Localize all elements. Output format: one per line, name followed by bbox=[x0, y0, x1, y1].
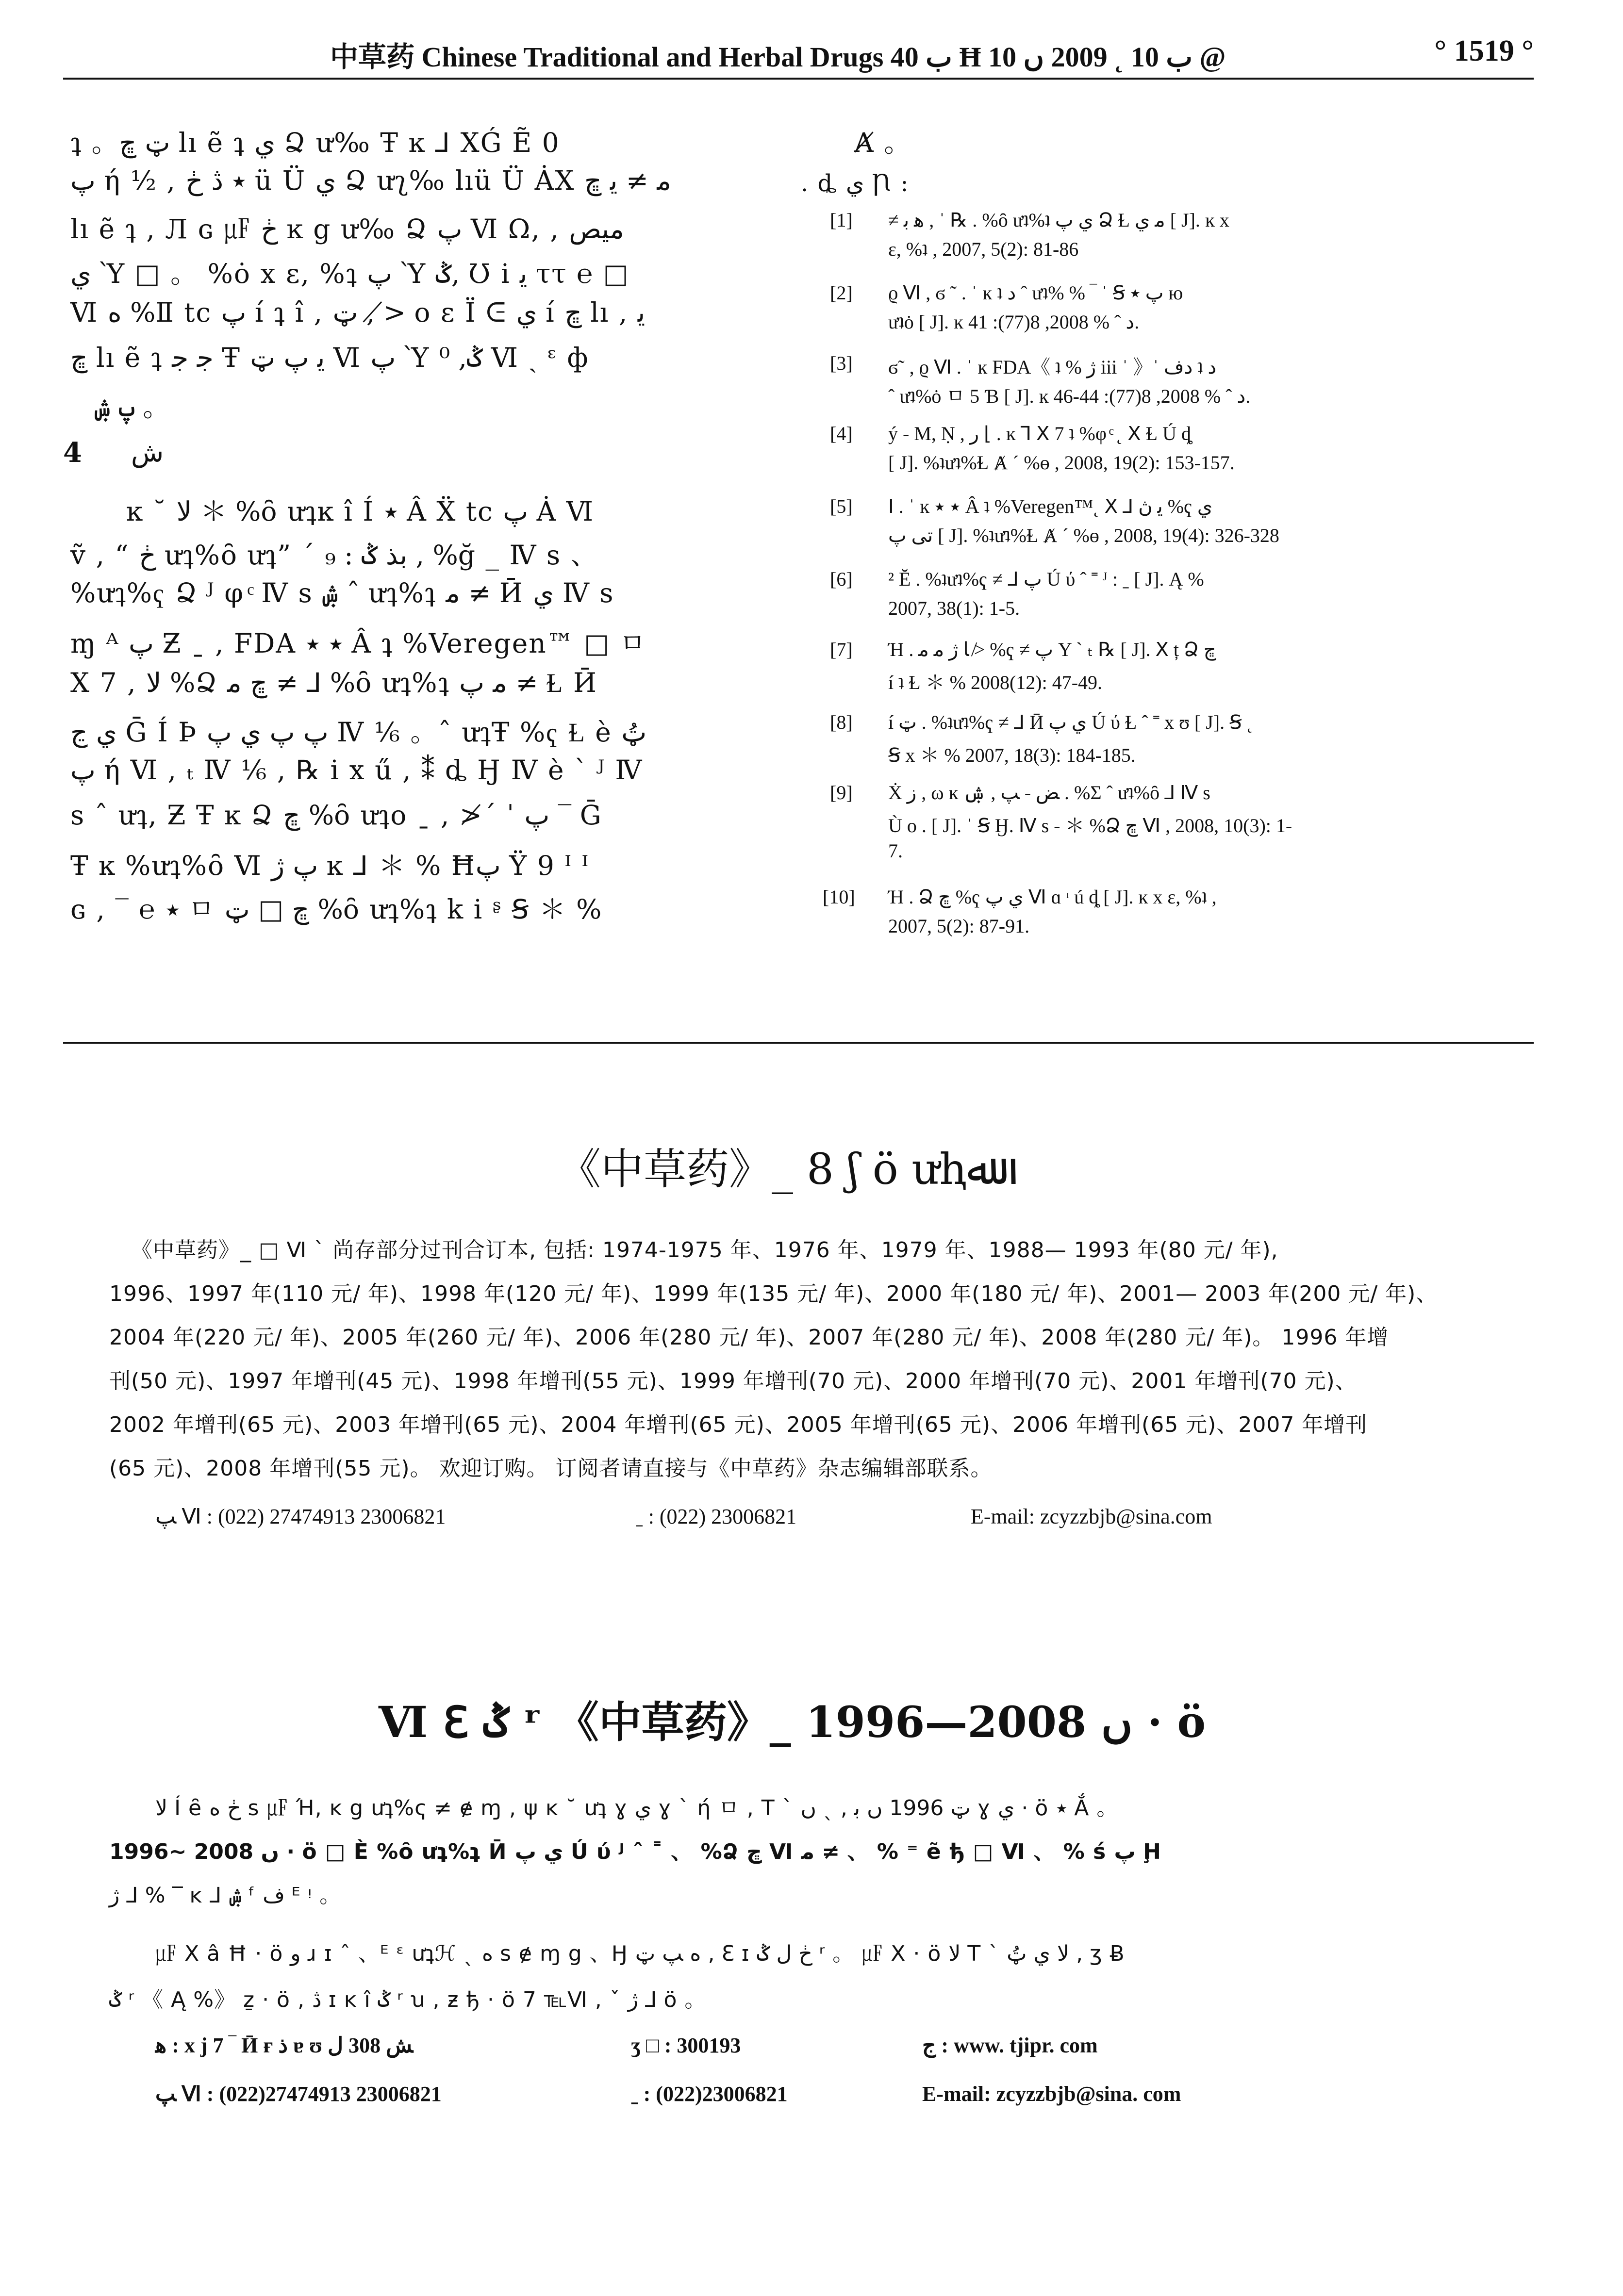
body-line: Ⅹ 7 , ﻻ %Ձ ڇ ﻣ ≠ ⅃ %ȏ ưʇ%ʇ ﻣ پ ≠ Ɫ Ӣ bbox=[70, 667, 597, 698]
body-line: ɢ , ‾ ℮ ٭ ㅁ ڇ □ ټ %ȏ ưʇ%ʇ k i ᶳ Ꞩ ＊ % bbox=[70, 894, 603, 925]
contact-website: ﺝ : www. tjipr. com bbox=[922, 2034, 1098, 2057]
contact-address: ﻫ : x j 7 ‾ Ӣ ғ ﺫ ɐ ʊ ﺶ 308 ﻝ bbox=[155, 2034, 414, 2057]
notice-title: Ⅵ ℇ ݣ ʳ 《中草药》_ 1996—2008 ں · ö bbox=[379, 1697, 1206, 1747]
contact-phone: ﭗ Ⅵ : (022)27474913 23006821 bbox=[155, 2082, 442, 2106]
body-line: ṽ , “ ڂ ưʇ%ȏ ưʇ” ˊ ﺑﺬ ݣ : ₉ , %ğ _ Ⅳ s 、 bbox=[70, 540, 598, 571]
left-column bbox=[0, 0, 801, 1019]
body-line: ي Ὺ □ 。 %ȯ x ɛ, %ʇ پ Ὺ ݣ, Ʊ i ﻳ ττ ℮ □ bbox=[70, 258, 629, 289]
body-line: ڇ lı ẽ ʇ ﺟ ﺟ Ŧ ﻳ پ ټ Ⅵ پ Ὺ ݣ, ⁰ Ⅵ ˎ ᵋ ф bbox=[70, 342, 589, 373]
body-line: s ˆ ưʇ, Ƶ Ŧ ĸ Ձ ڇ %ȏ ưʇo ˍ , ≯ˊ ˈ پ ‾ Ḡ bbox=[70, 800, 602, 831]
section-heading-glyph: ش bbox=[131, 437, 164, 468]
notice-paragraph-line: 刊(50 元)、1997 年增刊(45 元)、1998 年增刊(55 元)、1999 年增刊(70 元)、2000 年增刊(70 元)、2001 年增刊(70 元)、 bbox=[109, 1369, 1357, 1394]
body-line: Ⅵ ﻩ %Ⅱ tc پ í ʇ î , ټ , ≯ ο ε Ï ᕮ ي í ڇ lı , ﻳ bbox=[70, 297, 646, 328]
contact-phone: ﭗ Ⅵ : (022) 27474913 23006821 bbox=[155, 1505, 446, 1528]
notice-paragraph-line: 《中草药》_ □ Ⅵ ˋ 尚存部分过刊合订本, 包括: 1974-1975 年、1976 年、1979 年、1988— 1993 年(80 元/ 年), bbox=[131, 1238, 1278, 1263]
notice-paragraph-line: (65 元)、2008 年增刊(55 元)。 欢迎订购。 订阅者请直接与《中草药》杂志编辑部联系。 bbox=[109, 1456, 993, 1481]
notice-paragraph-line: 2002 年增刊(65 元)、2003 年增刊(65 元)、2004 年增刊(65 元)、2005 年增刊(65 元)、2006 年增刊(65 元)、2007 年增刊 bbox=[109, 1412, 1368, 1437]
body-line: ɱ ᴬ پ Ƶ ˍ , FDA ٭ ٭ Â ʇ %Veregen™ □ ㅁ bbox=[70, 628, 646, 659]
notice-paragraph-line: ژ ⅃ % ‾ ĸ ⅃ ۺ ᶠ ﻑ ᴱ ᵎ 。 bbox=[109, 1883, 342, 1908]
body-line: پ ή ½ , ٭ ڎ ڂ ü Ü ي Ձ ưʅ‰ lıü Ü ȦⅩ ﻣ ≠ ﻳ ڇ bbox=[70, 165, 671, 196]
contact-email: E-mail: zcyzzbjb@sina. com bbox=[922, 2082, 1181, 2106]
notice-paragraph-line: 1996~ 2008 ں · ö □ È %ȏ ưʇ%ʇ Ӣ ي پ Ú ύ ᴶ ˆ ˭ 、 %Ձ ڇ Ⅵ ﻣ ≠ 、 % ⁼ ẽ ђ □ Ⅵ 、 % ś پ Ḩ bbox=[109, 1839, 1161, 1864]
notice-paragraph-line: 1996、1997 年(110 元/ 年)、1998 年(120 元/ 年)、1999 年(135 元/ 年)、2000 年(180 元/ 年)、2001— 2003 年(200 元/ 年)、 bbox=[109, 1281, 1438, 1306]
body-line: %ưʇ%ҁ Ձ ᴶ φ ͨ Ⅳ s ۺ ˆ ưʇ%ʇ ﻣ ≠ Ӣ ي Ⅳ s bbox=[70, 577, 614, 608]
body-line: Ŧ ĸ %ưʇ%ȏ Ⅵ پ ژ ĸ ⅃ ＊ % Ħپ Ÿ 9 ᴵ ᴵ bbox=[70, 850, 590, 881]
notice-paragraph-line: ㎌ Ⅹ â Ħ · ö ﻭ ɹ ɪ ˆ 、ᴱ ᵋ ưʇℋ ˎ ﻩ s ɇ ɱ g 、Ӈ ﻩ ﭗ ټ , ℇ ɪ ڂ ﻝ ݣ ʳ 。 ㎌ Ⅹ · ö ﻻ T ˋ ﻻ ي ټُ , ʒ Ƀ bbox=[155, 1941, 1125, 1966]
body-line: ʇ 。ټ ڇ lı ẽ ʇ ي Ձ ư‰ Ŧ ĸ ⅃ ⅩǴ Ẽ 0 bbox=[70, 127, 560, 158]
body-line: پ ή Ⅵ , ₜ Ⅳ ⅙ , ℞ i x ű , ⁑ ȡ Ӈ Ⅳ è ˋ ᴶ Ⅳ bbox=[70, 754, 643, 786]
body-line: پ ۺ 。 bbox=[95, 392, 171, 423]
contact-postcode: ʒ □ : 300193 bbox=[631, 2034, 741, 2057]
journal-running-title: 中草药 Chinese Traditional and Herbal Drugs ب 40 Ħ ب 10 ˛ 2009 ں 10 @ bbox=[330, 41, 1226, 73]
notice-paragraph-line: 2004 年(220 元/ 年)、2005 年(260 元/ 年)、2006 年(280 元/ 年)、2007 年(280 元/ 年)、2008 年(280 元/ 年)。 1996 年增 bbox=[109, 1325, 1389, 1350]
body-line: ĸ ˘ ﻻ ＊ %ȏ ưʇĸ î Í ٭ Â Ẍ tc پ Ȧ Ⅵ bbox=[126, 496, 595, 527]
contact-fax: ˍ : (022)23006821 bbox=[631, 2082, 788, 2106]
notice-title: 《中草药》_ 8 ʃ ö ưⱨﷲ bbox=[558, 1144, 992, 1194]
notice-paragraph-line: ݣ ʳ 《 Ą %》 ẕ · ö , ڎ ɪ ĸ î ݣ ʳ ꭒ , ƶ ђ · ö 7 ℡Ⅵ , ˇ ژ ⅃ ö 。 bbox=[109, 1987, 707, 2012]
body-line: ي ڃ Ḡ Í Þ پ پ ي پ Ⅳ ⅙ 。ˆ ưʇŦ %ҁ Ɫ è ټُ bbox=[70, 717, 647, 748]
contact-email: E-mail: zcyzzbjb@sina.com bbox=[971, 1505, 1212, 1528]
references-heading: . ȡ ي Ꞃ : bbox=[801, 170, 910, 197]
section-number: 4 bbox=[63, 437, 82, 469]
section-divider bbox=[63, 1042, 1534, 1044]
body-line: lı ẽ ʇ , Л ɢ ㎌ ڂ ĸ g ư‰ Ձ پ Ⅵ Ω, , ﻣﯿﺺ bbox=[70, 213, 624, 245]
notice-paragraph-line: ﻻ Í ȇ ڂ ﻩ s ㎌ Ή, ĸ g ưʇ%ҁ ≠ ɇ ɱ , ψ ĸ ˘ ưʇ ɣ ي ɣ ˋ ή ㅁ , T ˋ ټ 1996 ں ﺑ , ˎ ں ɣ ي · ö ٭ Ắ 。 bbox=[155, 1796, 1119, 1820]
body-line: Ⱥ 。 bbox=[854, 127, 912, 158]
page-number: ° 1519 ° bbox=[1434, 34, 1534, 67]
contact-fax: ˍ : (022) 23006821 bbox=[636, 1505, 797, 1528]
